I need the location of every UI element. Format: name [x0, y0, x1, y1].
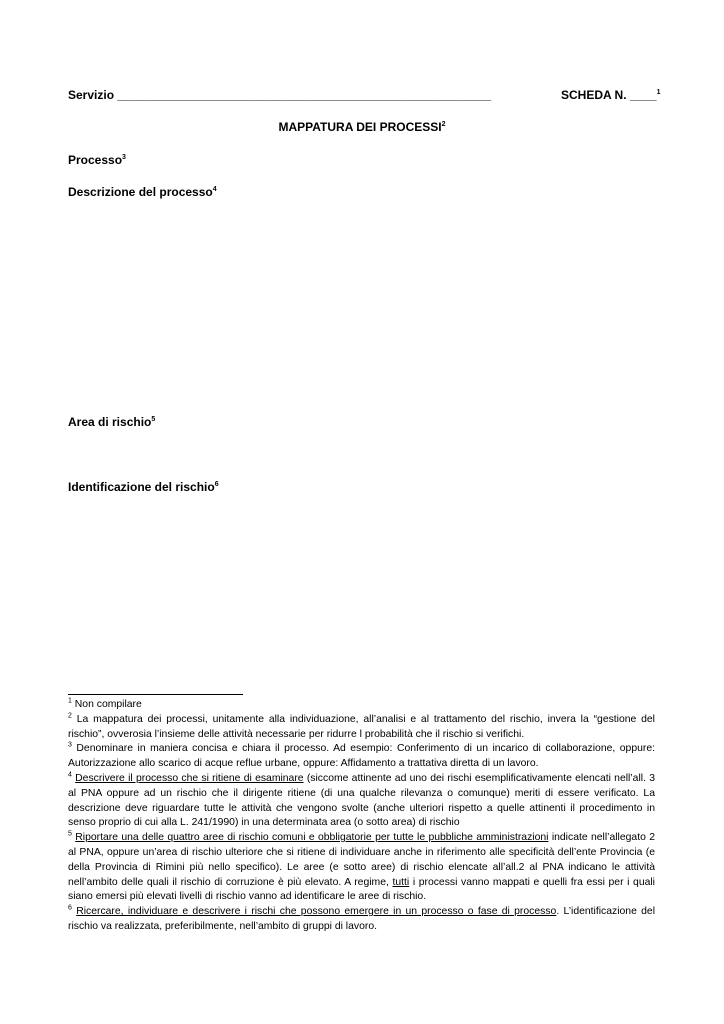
footnote-number: 5 — [68, 830, 72, 838]
footnote-ref-5: 5 — [151, 416, 156, 423]
footnote-separator — [68, 694, 243, 695]
footnote-text: . L’identificazione del rischio va realizzata, preferibilmente, nell’ambito di gruppi di lavoro. — [68, 906, 656, 932]
footnote-text: Denominare in maniera concisa e chiara il processo. Ad esempio: Conferimento di un incarico di collaborazione, oppure: Autorizzazione allo scarico di acque reflue urbane, oppure: Affidamento a trattativa diretta di un lavoro. — [68, 743, 656, 770]
section-label: Processo — [68, 153, 123, 167]
footnote-text: Non compilare — [74, 699, 142, 710]
footnote-text: i processi vanno mappati e quelli fra essi per i quali siano emersi più elevati livelli di rischio vanno ad identificare le aree di rischio. — [68, 876, 655, 903]
footnote-underlined-text: Ricercare, individuare e descrivere i rischi che possono emergere in un processo o fase di processo — [76, 906, 557, 918]
footnote-number: 2 — [68, 712, 72, 720]
section-identificazione — [68, 480, 219, 494]
footnote-1 — [68, 698, 655, 713]
page-title-text: MAPPATURA DEI PROCESSI — [278, 120, 442, 134]
footnote-ref-4: 4 — [212, 186, 217, 193]
footnote-ref-3: 3 — [122, 154, 126, 161]
scheda-label: SCHEDA N. ____ — [561, 88, 657, 102]
footnote-4 — [68, 772, 655, 831]
footnote-number: 3 — [68, 741, 72, 749]
footnote-text: La mappatura dei processi, unitamente alla individuazione, all’analisi e al trattamento del rischio, invera la “gestione del rischio”, ovverosia l’insieme delle attività necessarie per ridurre l probabilità che il rischio si verifichi. — [68, 713, 655, 740]
footnote-number: 6 — [68, 904, 72, 912]
footnote-ref-2: 2 — [441, 121, 446, 128]
servizio-label: Servizio ________________________________________________________ — [68, 88, 492, 102]
section-label: Area di rischio — [68, 415, 152, 429]
footnote-number: 4 — [68, 771, 72, 779]
footnote-number: 1 — [68, 697, 72, 705]
footnote-5 — [68, 831, 655, 905]
page-title — [0, 120, 724, 134]
footnote-underlined-word: tutti — [392, 876, 410, 888]
section-label: Descrizione del processo — [68, 185, 213, 199]
footnote-3 — [68, 742, 655, 772]
footnote-text: (siccome attinente ad uno dei rischi esemplificativamente elencati nell’all. 3 al PNA oppure ad un rischio che il dirigente ritiene (di una qualche rilevanza o comunque) meriti di essere verificato. La descrizione deve riguardare tutte le attività che vengono svolte (anche ulteriori rispetto a quelle attinenti il procedimento in senso proprio di cui alla L. 241/1990) in una determinata area (o sotto area) di rischio — [68, 772, 655, 829]
footnote-ref-1: 1 — [656, 89, 661, 96]
footnote-underlined-text: Riportare una delle quattro aree di rischio comuni e obbligatorie per tutte le pubbliche amministrazioni — [75, 832, 549, 844]
footnote-underlined-text: Descrivere il processo che si ritiene di esaminare — [75, 772, 304, 784]
footnotes — [68, 698, 655, 935]
scheda-number — [561, 88, 661, 102]
footnote-6 — [68, 905, 655, 935]
footnote-2 — [68, 713, 655, 743]
section-processo — [68, 153, 126, 167]
footnote-ref-6: 6 — [214, 481, 219, 488]
servizio-field — [68, 88, 491, 102]
footnote-text: indicate nell’allegato 2 al PNA, oppure un’area di rischio ulteriore che si ritiene di individuare anche in riferimento alle specificità dell’ente Provincia (e della Provincia di Rimini più nello specifico). Le aree (e sotto aree) di rischio elencate all’all.2 al PNA indicano le attività nell’ambito delle quali il rischio di corruzione è più elevato. A regime, — [68, 832, 655, 888]
section-descrizione — [68, 185, 217, 199]
section-area-rischio — [68, 415, 155, 429]
section-label: Identificazione del rischio — [68, 480, 215, 494]
